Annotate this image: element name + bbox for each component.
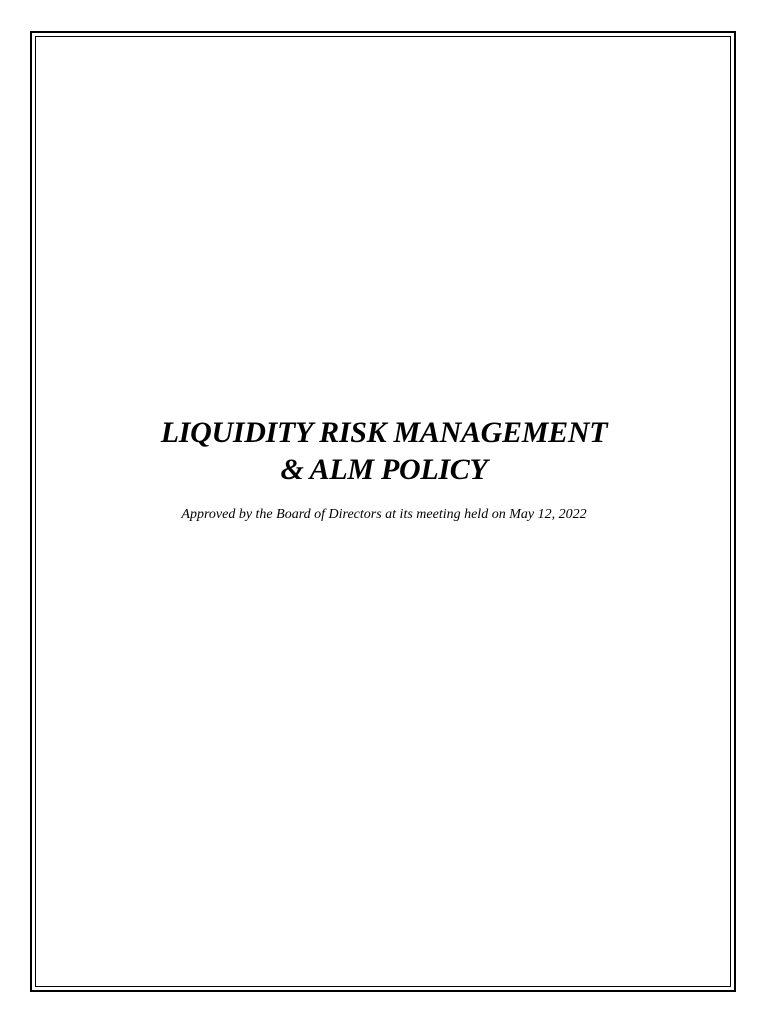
document-title	[0, 414, 768, 488]
title-line-2: & ALM POLICY	[280, 453, 488, 486]
title-line-1: LIQUIDITY RISK MANAGEMENT	[160, 416, 608, 449]
approval-note: Approved by the Board of Directors at its meeting held on May 12, 2022	[181, 507, 587, 522]
